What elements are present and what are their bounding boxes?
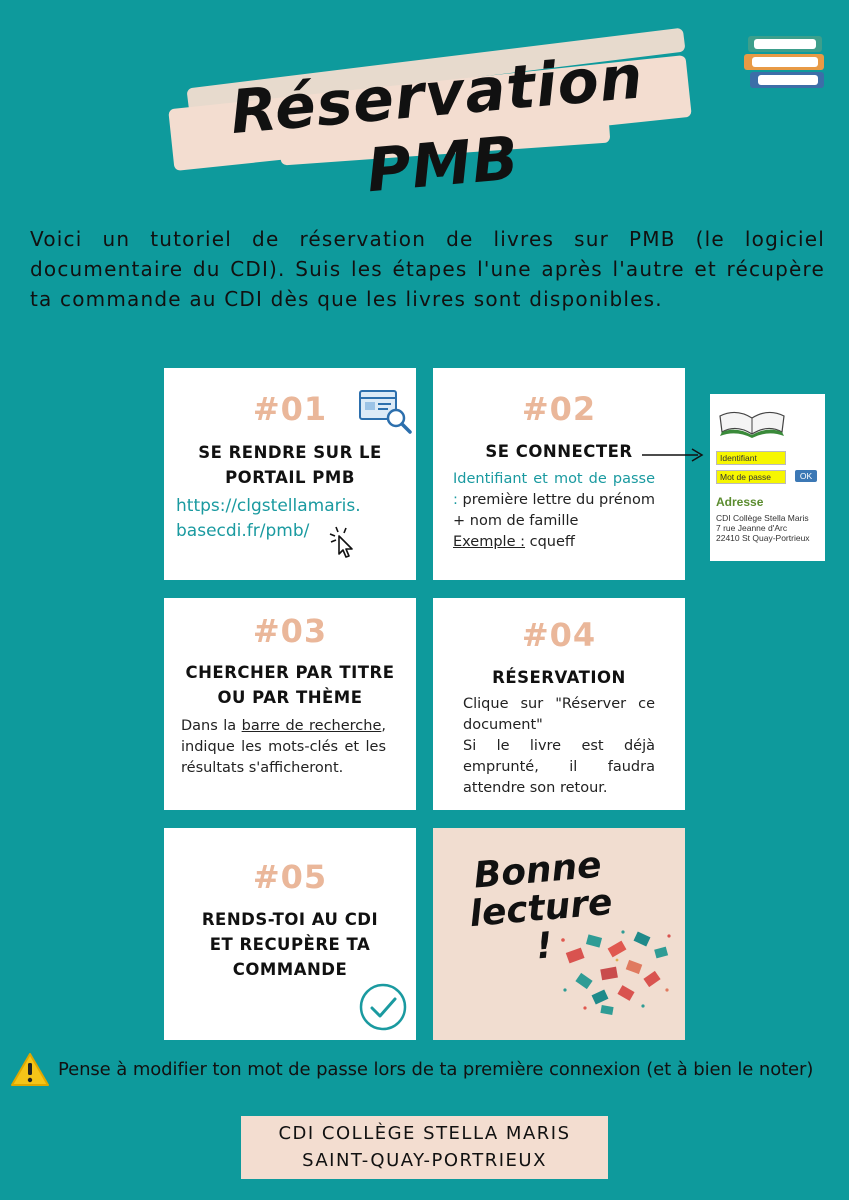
password-field: Mot de passe <box>716 470 786 484</box>
footer-line: CDI COLLÈGE STELLA MARIS <box>278 1123 571 1144</box>
step-card-4 <box>433 598 685 810</box>
body-text: , indique les mots-clés et les résultats s'afficheront. <box>181 718 386 776</box>
step-card-5 <box>164 828 416 1040</box>
cursor-click-icon <box>328 525 358 559</box>
url-line: https://clgstellamaris. <box>176 496 361 516</box>
step-number: #03 <box>252 612 328 650</box>
search-bar-term: barre de recherche <box>241 718 382 734</box>
step-number: #04 <box>521 616 597 654</box>
step-card-1 <box>164 368 416 580</box>
credentials-label: Identifiant et mot de passe : <box>453 471 655 508</box>
bonne-line: Bonne <box>472 844 604 897</box>
footer-line: SAINT-QUAY-PORTRIEUX <box>302 1150 547 1171</box>
flying-books-icon <box>557 928 677 1018</box>
open-book-icon <box>716 402 788 438</box>
step-card-2 <box>433 368 685 580</box>
warning-icon <box>10 1052 50 1088</box>
step-body <box>463 694 655 799</box>
body-text: Si le livre est déjà emprunté, il faudra attendre son retour. <box>463 738 655 796</box>
url-line: basecdi.fr/pmb/ <box>176 521 310 541</box>
check-circle-icon <box>358 982 408 1032</box>
bonne-line: lecture ! <box>467 881 615 968</box>
adresse-line: 7 rue Jeanne d'Arc <box>716 523 788 533</box>
arrow-right-icon <box>640 445 706 465</box>
step-body <box>181 716 386 779</box>
step-heading: OU PAR THÈME <box>217 688 363 707</box>
step-heading: SE RENDRE SUR LE <box>198 443 382 462</box>
step-heading: CHERCHER PAR TITRE <box>185 663 395 682</box>
step-number: #02 <box>521 390 597 428</box>
step-number: #01 <box>252 390 328 428</box>
step-heading: ET RECUPÈRE TA <box>209 935 371 954</box>
portal-url-link[interactable] <box>176 494 406 544</box>
step-number: #05 <box>252 858 328 896</box>
bonne-lecture-card <box>433 828 685 1040</box>
books-stack-icon <box>744 32 828 102</box>
step-heading: PORTAIL PMB <box>225 468 355 487</box>
adresse-line: CDI Collège Stella Maris <box>716 513 809 523</box>
warning-text: Pense à modifier ton mot de passe lors de ta première connexion (et à bien le noter) <box>58 1059 814 1080</box>
login-preview <box>710 394 825 561</box>
intro-text: Voici un tutoriel de réservation de livres sur PMB (le logiciel documentaire du CDI). Suis les étapes l'une après l'autre et récupère ta commande au CDI dès que les livres sont disponibles. <box>30 227 825 311</box>
step-heading: COMMANDE <box>232 960 348 979</box>
title-banner <box>150 20 710 207</box>
warning-banner <box>10 1050 849 1092</box>
page-title: Réservation PMB <box>227 42 647 207</box>
browser-search-icon <box>358 388 414 434</box>
credentials-text: première lettre du prénom + nom de famille <box>453 492 655 529</box>
ok-button: OK <box>795 470 817 482</box>
body-text: Dans la <box>181 718 242 734</box>
step-body <box>453 469 655 553</box>
adresse-title: Adresse <box>716 495 764 509</box>
step-heading: SE CONNECTER <box>485 442 633 461</box>
identifiant-field: Identifiant <box>716 451 786 465</box>
adresse-line: 22410 St Quay-Portrieux <box>716 533 810 543</box>
example-value: cqueff <box>525 534 575 550</box>
example-label: Exemple : <box>453 534 525 550</box>
footer-box <box>241 1116 608 1179</box>
step-heading: RÉSERVATION <box>492 668 626 687</box>
step-heading: RENDS-TOI AU CDI <box>201 910 379 929</box>
step-card-3 <box>164 598 416 810</box>
body-text: Clique sur "Réserver ce document" <box>463 696 655 733</box>
